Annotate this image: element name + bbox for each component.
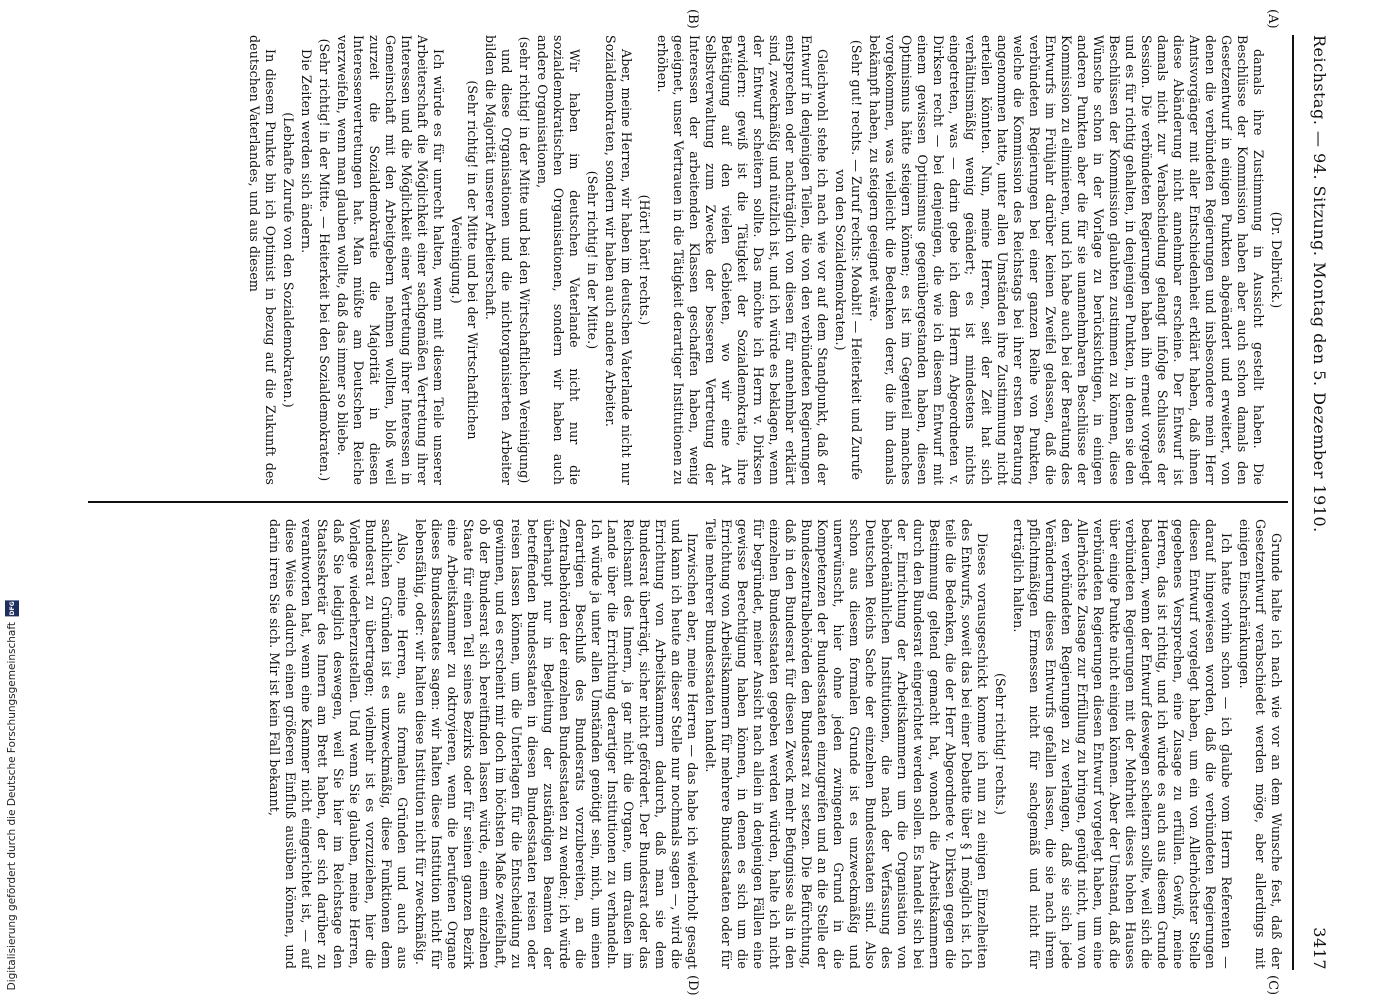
funding-note [2, 10, 22, 990]
page-content [60, 9, 1340, 996]
interjection: (Sehr gut! rechts. — Zuruf rechts: Moabit! — Heiterkeit und Zurufe von den Sozialdemokraten.) [833, 39, 864, 481]
interjection: (Sehr richtig! in der Mitte. — Heiterkeit bei den Sozialdemokraten.) [317, 38, 332, 482]
margin-mark-b: (B) [685, 9, 700, 29]
paragraph: Gleichwohl stehe ich nach wie vor auf dem Standpunkt, daß der Entwurf in denjenigen Teilen, die von den verbündeten Regierungen entsprechen oder nachträglich von diesen für annehmbar erklärt sind, zweckmäßig und nützlich ist, und ich würde es beklagen, wenn der Entwurf scheitern sollte. Das möchte ich Herrn v. Dirksen erwidern: gewiß ist die Tätigkeit der Sozialdemokratie, ihre Betätigung auf den vielen Gebieten, wo wir eine Art Selbstverwaltung zum Zwecke der besseren Vertretung der Interessen der arbeitenden Klassen geschaffen haben, wenig geeignet, unser Vertrauen in die Tätigkeit derartiger Institutionen zu erhöhen. [655, 35, 830, 485]
running-title: Reichstag. — 94. Sitzung. Montag den 5. Dezember 1910. [1310, 35, 1330, 533]
interjection: (Sehr richtig! in der Mitte und bei der Wirtschaftlichen Vereinigung.) [449, 80, 480, 440]
paragraph: Aber, meine Herren, wir haben im deutschen Vaterlande nicht nur Sozialdemokraten, sondern wir haben auch andere Arbeiter. [603, 35, 634, 485]
paragraph: Dieses vorausgeschickt komme ich nun zu einigen Einzelheiten des Entwurfs, soweit das bei einer Debatte über § 1 möglich ist. Ich teile die Bedenken, die der Herr Abgeordnete v. Dirksen gegen die Bestimmung geltend gemacht hat, wonach die Arbeitskammern durch den Bundesrat eingerichtet werden sollen. Es handelt sich bei der Einrichtung der Arbeitskammern um die Organisation von behördenähnlichen Institutionen, die nach der Verfassung des Deutschen Reichs Sache der einzelnen Bundesstaaten sind. Also schon aus diesem formalen Grunde ist es unzweckmäßig und unerwünscht, hier ohne jeden zwingenden Grund in die Kompetenzen der Bundesstaaten einzugreifen und an die Stelle der Bundeszentralbehörden den Bundesrat zu setzen. Die Befürchtung, daß in den Bundesrat für diesen Zweck mehr Befugnisse als in den einzelnen Bundesstaaten gegeben werden würden, halte ich nicht für begründet, meiner Ansicht nach allein in denjenigen Fällen eine gewisse Berechtigung haben können, in denen es sich um die Errichtung von Arbeitskammern für mehrere Bundesstaaten oder für Teile mehrerer Bundesstaaten handelt. [703, 519, 990, 969]
column-divider [88, 501, 1288, 503]
page-header [1300, 35, 1340, 970]
dfg-logo-icon: DFG [5, 600, 19, 616]
interjection: (Sehr richtig! in der Mitte.) [585, 170, 600, 350]
paragraph: In diesem Punkte bin ich Optimist in bezug auf die Zukunft des deutschen Vaterlandes, und aus diesem [247, 35, 278, 485]
margin-mark-a: (A) [1265, 9, 1280, 29]
funding-note-text: Digitalisierung gefördert durch die Deutsche Forschungsgemeinschaft [6, 621, 18, 990]
margin-mark-c: (C) [1265, 975, 1280, 996]
right-column [84, 519, 1284, 969]
paragraph: und diese Organisationen und die nichtorganisierten Arbeiter bilden die Majorität unserer Arbeiterschaft. [483, 35, 514, 485]
interjection: (Sehr richtig! rechts.) [993, 673, 1008, 815]
paragraph: Inzwischen aber, meine Herren — das habe ich wiederholt gesagt und kann ich heute an dieser Stelle nur nochmals sagen —, wird die Errichtung von Arbeitskammern dadurch, daß man sie dem Bundesrat überträgt, sicher nicht gefördert. Der Bundesrat oder das Reichsamt des Innern, ja gar nicht die Organe, um draußen im Lande über die Errichtung derartiger Institutionen zu verhandeln. Ich würde ja unter allen Umständen genötigt sein, mich, um einen derartigen Beschluß des Bundesrats vorzubereiten, an die Zentralbehörden der einzelnen Bundesstaaten zu wenden; ich würde überhaupt nur in Begleitung der zuständigen Beamten der betreffenden Bundesstaaten in diesen Bundesstaaten reisen oder reisen lassen können, um die Unterlagen für die Entscheidung zu gewinnen, und es erscheint mir doch im höchsten Maße zweifelhaft, ob der Bundesrat sich bereitfinden lassen würde, einem einzelnen Staate für einen Teil seines Bezirks oder für seinen ganzen Bezirk eine Arbeitskammer zu oktroyieren, wenn die berufenen Organe dieses Bundesstaates sagen: wir halten diese Institution nicht für lebensfähig, oder: wir halten diese Institution nicht für zweckmäßig. [413, 519, 700, 969]
paragraph: Grunde halte ich nach wie vor an dem Wunsche fest, daß der Gesetzentwurf verabschiedet werden möge, aber allerdings mit einigen Einschränkungen. [1237, 519, 1284, 969]
left-column [84, 35, 1284, 485]
paragraph: Also, meine Herren, aus formalen Gründen und auch aus sachlichen Gründen ist es unzweckmäßig, diese Funktionen dem Bundesrat zu übertragen; vielmehr ist es vorzuziehen, hier die Vorlage wiederherzustellen. Und wenn Sie glauben, meine Herren, daß Sie lediglich deswegen, weil Sie hier im Reichstage den Staatssekretär des Innern am Brett haben, der sich darüber zu verantworten hat, wenn eine Kammer nicht eingerichtet ist, — auf diese Weise dadurch einen größeren Einfluß ausüben können, und darin irren Sie sich. Mir ist kein Fall bekannt, [267, 519, 410, 969]
paragraph: Wir haben im deutschen Vaterlande nicht nur die sozialdemokratischen Organisationen, sondern wir haben auch andere Organisationen, [535, 35, 582, 485]
speaker-name: (Dr. Delbrück.) [1269, 211, 1284, 309]
paragraph: Die Zeiten werden sich ändern. [299, 49, 314, 254]
interjection: (Hört! hört! rechts.) [637, 194, 652, 326]
page-number: 3417 [1310, 927, 1330, 970]
interjection: (sehr richtig! in der Mitte und bei den Wirtschaftlichen Vereinigung) [517, 36, 532, 484]
margin-mark-d: (D) [685, 975, 700, 996]
paragraph: damals ihre Zustimmung in Aussicht gestellt haben. Die Beschlüsse der Kommission haben aber auch schon damals den Gesetzentwurf in einigen Punkten abgeändert und erweitert, von denen die verbündeten Regierungen und insbesondere mein Herr Amtsvorgänger mit aller Entschiedenheit erklärt haben, daß ihnen diese Abänderung nicht annehmbar erscheine. Der Entwurf ist damals nicht zur Verabschiedung gelangt infolge Schlusses der Session. Die verbündeten Regierungen haben ihn erneut vorgelegt und es für richtig gehalten, in denjenigen Punkten, in denen sie den Beschlüssen der Kommission glaubten zustimmen zu können, diese Wünsche schon in der Vorlage zu berücksichtigen, in einigen anderen Punkten aber die für sie unannehmbaren Beschlüsse der Kommission zu eliminieren, und ich habe auch bei der Beratung des Entwurfs im Frühjahr darüber keinen Zweifel gelassen, daß die verbündeten Regierungen bei einer ganzen Reihe von Punkten, welche die Kommission des Reichstags bei ihrer ersten Beratung angenommen hatte, unter allen Umständen ihre Zustimmung nicht erteilen könnten. Nun, meine Herren, seit der Zeit hat sich verhältnismäßig wenig geändert; es ist mindestens nichts eingetreten, was — darin gebe ich dem Herrn Abgeordneten v. Dirksen recht — bei denjenigen, die wie ich diesem Entwurf mit einem gewissen Optimismus gegenübergestanden haben, diesen Optimismus hätte steigern können; es ist im Gegenteil manches vorgekommen, was vielleicht die Bedenken derer, die ihn damals bekämpft haben, zu steigern geeignet wäre. [867, 35, 1266, 485]
header-rule [1292, 35, 1294, 970]
paragraph: Ich hatte vorhin schon — ich glaube vom Herrn Referenten — darauf hingewiesen worden, daß die verbündeten Regierungen diesen Entwurf vorgelegt haben, um ein von Allerhöchster Stelle gegebenes Versprechen, eine Zusage zu erfüllen. Gewiß, meine Herren, das ist richtig, und ich würde es auch aus diesem Grunde bedauern, wenn der Entwurf deswegen scheitern sollte, weil sich die verbündeten Regierungen mit der Mehrheit dieses hohen Hauses über einige Punkte nicht einigen können. Aber der Umstand, daß die verbündeten Regierungen diesen Entwurf vorgelegt haben, um eine Allerhöchste Zusage zur Erfüllung zu bringen, genügt nicht, um von den verbündeten Regierungen zu verlangen, daß sie sich jede Veränderung dieses Entwurfs gefallen lassen, die sie nach ihrem pflichtmäßigen Ermessen nicht für sachgemäß und nicht für erträglich halten. [1011, 519, 1234, 969]
paragraph: Ich würde es für unrecht halten, wenn mit diesem Teile unserer Arbeiterschaft die Möglichkeit einer sachgemäßen Vertretung ihrer Interessen und die Möglichkeit einer Vertretung ihrer Interessen in Gemeinschaft mit den Arbeitgebern nehmen wollten, bloß weil zurzeit die Sozialdemokratie die Majorität in diesen Interessenvertretungen hat. Man müßte am Deutschen Reiche verzweifeln, wenn man glauben wollte, daß das immer so bliebe. [335, 35, 446, 485]
interjection: (Lebhafte Zurufe von den Sozialdemokraten.) [281, 112, 296, 408]
scanned-page [60, 9, 1340, 996]
